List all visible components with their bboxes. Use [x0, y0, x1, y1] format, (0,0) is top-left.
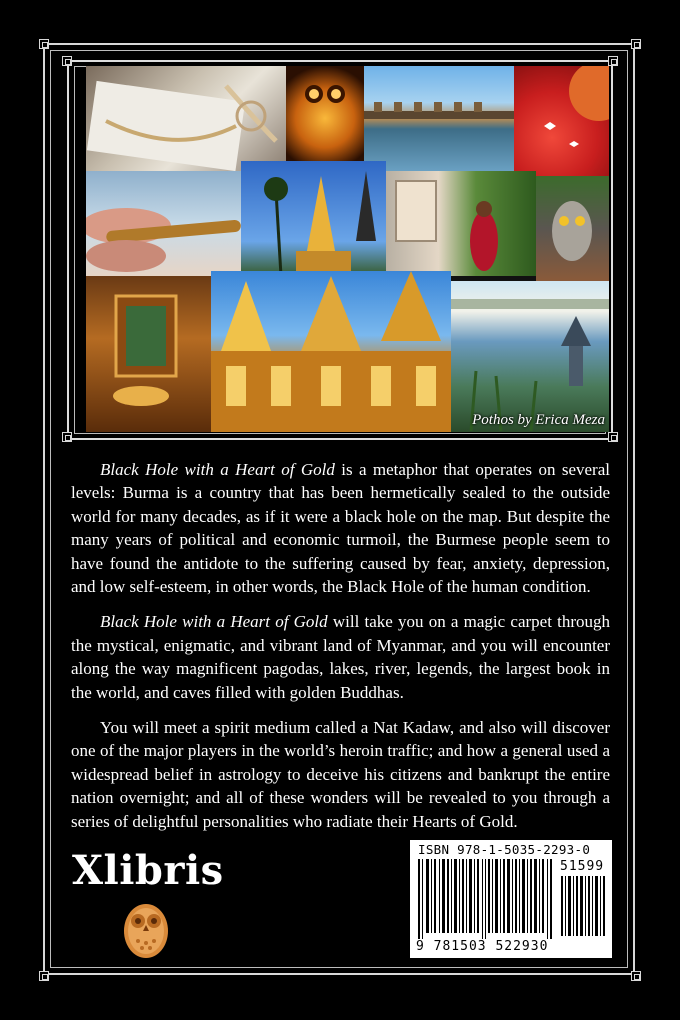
corner-ornament	[631, 971, 641, 981]
umbrellas-photo	[514, 66, 609, 176]
owl-icon	[120, 897, 172, 959]
corner-ornament	[62, 432, 72, 442]
lake-stupa-photo	[451, 281, 609, 432]
jewelry-photo	[86, 66, 286, 171]
corner-ornament	[631, 39, 641, 49]
corner-ornament	[608, 432, 618, 442]
monks-garden-photo	[386, 171, 536, 276]
blurb-paragraph: You will meet a spirit medium called a Nat Kadaw, and also will discover one of the major players in the world’s heroin traffic; and how a general used a widespread belief in astrology to deceive his citizens and bankrupt the entire nation overnight; and all of these wonders will be revealed to you through a series of delightful personalities who radiate their Hearts of Gold.	[71, 718, 610, 831]
isbn-label: ISBN 978-1-5035-2293-0	[418, 842, 591, 857]
corner-ornament	[608, 56, 618, 66]
ean-bars	[416, 859, 556, 939]
publisher-logo: Xlibris	[72, 847, 224, 894]
owl-lantern-photo	[286, 66, 364, 161]
blurb-paragraph: Black Hole with a Heart of Gold is a metaphor that operates on several levels: Burma is a country that has been hermetically sealed to the outside world for many decades, as if it were a black hole on the map. But despite the many years of political and economic turmoil, the Burmese people seem to have found the antidote to the suffering caused by fear, anxiety, depression, and low self-esteem, in other words, the Black Hole of the human condition.	[71, 460, 610, 597]
cigar-photo	[86, 171, 241, 281]
book-title: Black Hole with a Heart of Gold	[100, 460, 335, 479]
price-code: 51599	[560, 859, 605, 874]
owl-photo	[536, 176, 609, 281]
shrine-photo	[86, 276, 211, 432]
back-cover-blurb	[71, 458, 610, 845]
golden-temple-photo	[211, 271, 451, 432]
photo-collage	[86, 66, 609, 432]
corner-ornament	[39, 39, 49, 49]
corner-ornament	[39, 971, 49, 981]
book-title: Black Hole with a Heart of Gold	[100, 612, 328, 632]
corner-ornament	[62, 56, 72, 66]
golden-pagoda-photo	[241, 161, 386, 276]
price-bars	[560, 876, 608, 936]
blurb-paragraph: Black Hole with a Heart of Gold will take you on a magic carpet through the mystical, enigmatic, and vibrant land of Myanmar, and you will encounter along the way magnificent pagodas, lakes, river, legends, the largest book in the world, and caves filled with golden Buddhas.	[71, 612, 611, 702]
ean-digits: 9 781503 522930	[416, 939, 549, 954]
isbn-barcode	[410, 840, 612, 958]
lake-bridge-photo	[364, 66, 514, 171]
photo-credit: Pothos by Erica Meza	[472, 412, 605, 428]
